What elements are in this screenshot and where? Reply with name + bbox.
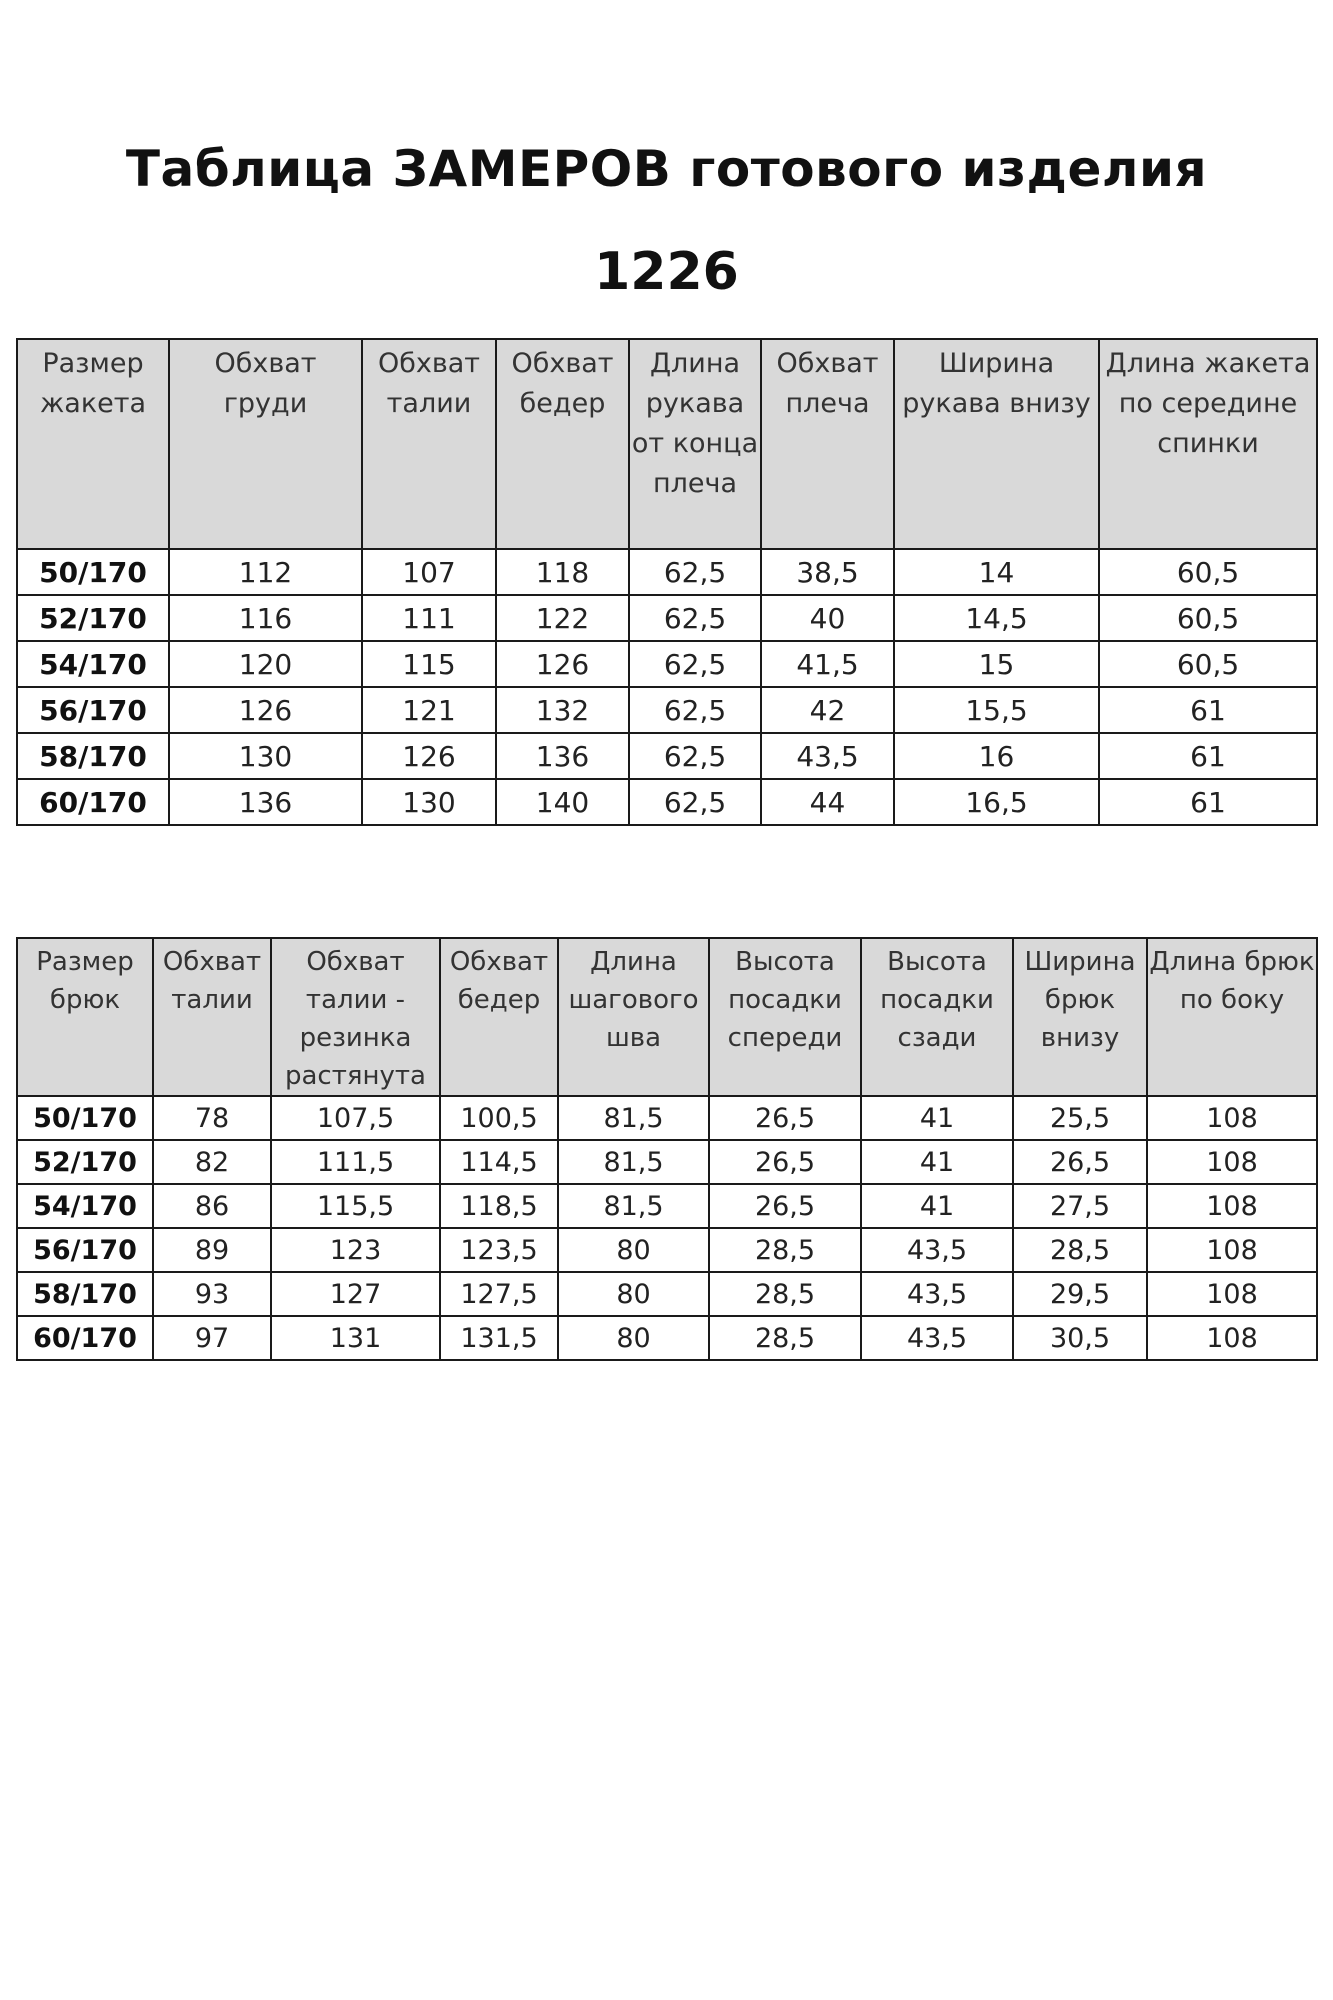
table-cell: 108 [1147,1272,1317,1316]
table-cell: 25,5 [1013,1096,1147,1140]
table-cell: 108 [1147,1140,1317,1184]
table-cell: 27,5 [1013,1184,1147,1228]
size-cell: 54/170 [17,1184,153,1228]
table-cell: 43,5 [761,733,894,779]
header-cell: Длина рукава от конца плеча [629,339,761,549]
table-cell: 26,5 [709,1184,861,1228]
table-cell: 43,5 [861,1228,1013,1272]
size-cell: 58/170 [17,733,169,779]
header-cell: Обхват талии [153,938,271,1096]
table-cell: 127,5 [440,1272,558,1316]
table-cell: 126 [496,641,629,687]
table-cell: 108 [1147,1228,1317,1272]
size-cell: 56/170 [17,687,169,733]
header-cell: Ширина рукава внизу [894,339,1099,549]
table-cell: 120 [169,641,362,687]
table-cell: 107 [362,549,496,595]
table-cell: 38,5 [761,549,894,595]
table-cell: 40 [761,595,894,641]
header-cell: Обхват талии [362,339,496,549]
table-cell: 82 [153,1140,271,1184]
table-cell: 60,5 [1099,549,1317,595]
table-row [17,1272,1317,1316]
table-cell: 61 [1099,687,1317,733]
table-cell: 100,5 [440,1096,558,1140]
table-cell: 28,5 [709,1228,861,1272]
table-cell: 86 [153,1184,271,1228]
table-cell: 89 [153,1228,271,1272]
table-cell: 126 [169,687,362,733]
table-cell: 28,5 [709,1272,861,1316]
table-cell: 14,5 [894,595,1099,641]
header-cell: Высота посадки спереди [709,938,861,1096]
table-cell: 115,5 [271,1184,440,1228]
table-cell: 61 [1099,733,1317,779]
table-cell: 93 [153,1272,271,1316]
table-cell: 114,5 [440,1140,558,1184]
table-cell: 130 [362,779,496,825]
table-cell: 108 [1147,1184,1317,1228]
table-cell: 41 [861,1140,1013,1184]
table-cell: 123,5 [440,1228,558,1272]
table-cell: 62,5 [629,779,761,825]
table-cell: 60,5 [1099,641,1317,687]
table-cell: 43,5 [861,1272,1013,1316]
table-row [17,641,1317,687]
table-row [17,779,1317,825]
size-cell: 52/170 [17,595,169,641]
table-cell: 14 [894,549,1099,595]
table-cell: 116 [169,595,362,641]
trousers-measurements-table [16,937,1318,1361]
table-cell: 60,5 [1099,595,1317,641]
jacket-measurements-table [16,338,1318,826]
table-cell: 115 [362,641,496,687]
table-cell: 97 [153,1316,271,1360]
size-cell: 50/170 [17,549,169,595]
header-cell: Обхват плеча [761,339,894,549]
table-cell: 41 [861,1096,1013,1140]
table-cell: 41 [861,1184,1013,1228]
size-cell: 58/170 [17,1272,153,1316]
table-cell: 42 [761,687,894,733]
table-cell: 41,5 [761,641,894,687]
model-number: 1226 [594,242,739,302]
table-cell: 118,5 [440,1184,558,1228]
header-cell: Обхват груди [169,339,362,549]
header-cell: Ширина брюк внизу [1013,938,1147,1096]
table-cell: 123 [271,1228,440,1272]
table-cell: 122 [496,595,629,641]
table-cell: 62,5 [629,733,761,779]
header-cell: Длина брюк по боку [1147,938,1317,1096]
table-cell: 62,5 [629,687,761,733]
header-cell: Длина жакета по середине спинки [1099,339,1317,549]
table-header-row [17,339,1317,549]
page-title: Таблица ЗАМЕРОВ готового изделия [125,140,1208,198]
table-cell: 111,5 [271,1140,440,1184]
header-cell: Обхват бедер [496,339,629,549]
table-cell: 108 [1147,1316,1317,1360]
table-cell: 62,5 [629,595,761,641]
table-cell: 80 [558,1272,709,1316]
size-cell: 56/170 [17,1228,153,1272]
table-cell: 26,5 [709,1140,861,1184]
table-row [17,1228,1317,1272]
table-row [17,733,1317,779]
table-cell: 43,5 [861,1316,1013,1360]
size-cell: 60/170 [17,779,169,825]
table-cell: 29,5 [1013,1272,1147,1316]
header-cell: Высота посадки сзади [861,938,1013,1096]
table-cell: 81,5 [558,1096,709,1140]
table-cell: 112 [169,549,362,595]
size-cell: 52/170 [17,1140,153,1184]
table-row [17,1096,1317,1140]
table-cell: 78 [153,1096,271,1140]
table-cell: 30,5 [1013,1316,1147,1360]
table-cell: 132 [496,687,629,733]
table-cell: 130 [169,733,362,779]
table-row [17,549,1317,595]
table-cell: 26,5 [1013,1140,1147,1184]
table-cell: 107,5 [271,1096,440,1140]
table-cell: 126 [362,733,496,779]
size-cell: 50/170 [17,1096,153,1140]
table-cell: 80 [558,1316,709,1360]
table-cell: 136 [496,733,629,779]
table-row [17,1316,1317,1360]
table-cell: 111 [362,595,496,641]
table-row [17,595,1317,641]
size-cell: 54/170 [17,641,169,687]
table-cell: 44 [761,779,894,825]
table-row [17,1140,1317,1184]
table-cell: 140 [496,779,629,825]
table-row [17,1184,1317,1228]
table-cell: 81,5 [558,1184,709,1228]
table-cell: 62,5 [629,549,761,595]
table-cell: 28,5 [709,1316,861,1360]
table-cell: 61 [1099,779,1317,825]
table-cell: 131,5 [440,1316,558,1360]
header-cell: Размер брюк [17,938,153,1096]
table-cell: 127 [271,1272,440,1316]
table-cell: 15 [894,641,1099,687]
table-cell: 28,5 [1013,1228,1147,1272]
table-cell: 136 [169,779,362,825]
header-cell: Обхват бедер [440,938,558,1096]
table-cell: 131 [271,1316,440,1360]
header-cell: Длина шагового шва [558,938,709,1096]
table-cell: 15,5 [894,687,1099,733]
table-cell: 80 [558,1228,709,1272]
table-cell: 118 [496,549,629,595]
table-header-row [17,938,1317,1096]
table-cell: 16 [894,733,1099,779]
header-cell: Размер жакета [17,339,169,549]
header-cell: Обхват талии - резинка растянута [271,938,440,1096]
table-row [17,687,1317,733]
table-cell: 16,5 [894,779,1099,825]
table-cell: 62,5 [629,641,761,687]
size-cell: 60/170 [17,1316,153,1360]
table-cell: 121 [362,687,496,733]
table-cell: 108 [1147,1096,1317,1140]
table-cell: 81,5 [558,1140,709,1184]
table-cell: 26,5 [709,1096,861,1140]
